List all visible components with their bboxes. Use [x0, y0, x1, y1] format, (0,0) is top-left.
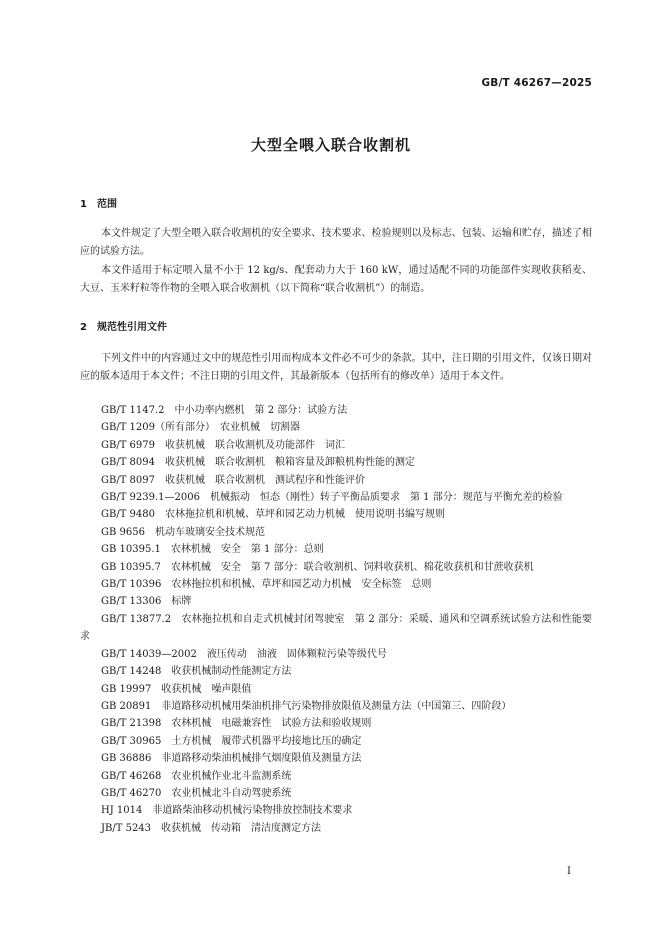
reference-item: GB 9656 机动车玻璃安全技术规范	[101, 526, 265, 538]
reference-item: JB/T 5243 收获机械 传动箱 清洁度测定方法	[101, 822, 322, 834]
page-number: I	[567, 866, 571, 877]
reference-item: GB/T 8097 收获机械 联合收割机 测试程序和性能评价	[101, 474, 366, 486]
section-1-heading	[80, 195, 117, 210]
reference-item: GB/T 13877.2 农林拖拉机和自走式机械封闭驾驶室 第 2 部分：采暖、通风和空调系统试验方法和性能要求	[80, 613, 592, 643]
reference-item: GB 10395.1 农林机械 安全 第 1 部分：总则	[101, 544, 324, 556]
section-2-title: 规范性引用文件	[97, 322, 167, 333]
reference-item: GB 20891 非道路移动机械用柴油机排气污染物排放限值及测量方法（中国第三、四阶段）	[101, 700, 512, 712]
section-2-heading	[80, 318, 167, 333]
reference-item: GB/T 1209（所有部分） 农业机械 切割器	[101, 422, 301, 434]
document-number: GB/T 46267—2025	[481, 77, 592, 89]
reference-item: GB 10395.7 农林机械 安全 第 7 部分：联合收割机、饲料收获机、棉花收获机和甘蔗收获机	[101, 561, 534, 573]
section-2-number: 2	[80, 322, 87, 333]
reference-list	[80, 402, 592, 837]
reference-item: GB 19997 收获机械 噪声限值	[101, 683, 252, 695]
scope-paragraph-1: 本文件规定了大型全喂入联合收割机的安全要求、技术要求、检验规则以及标志、包装、运输和贮存，描述了相应的试验方法。	[80, 228, 592, 257]
reference-item: GB/T 9239.1—2006 机械振动 恒态（刚性）转子平衡品质要求 第 1 部分：规范与平衡允差的检验	[101, 492, 563, 504]
reference-item: GB/T 8094 收获机械 联合收割机 粮箱容量及卸粮机构性能的测定	[101, 457, 416, 469]
reference-item: GB/T 9480 农林拖拉机和机械、草坪和园艺动力机械 使用说明书编写规则	[101, 509, 446, 521]
reference-item: GB/T 46268 农业机械作业北斗监测系统	[101, 770, 292, 782]
reference-item: GB/T 13306 标牌	[101, 596, 192, 608]
reference-item: GB/T 10396 农林拖拉机和机械、草坪和园艺动力机械 安全标签 总则	[101, 579, 432, 591]
reference-item: GB/T 14039—2002 液压传动 油液 固体颗粒污染等级代号	[101, 648, 387, 660]
reference-item: GB/T 1147.2 中小功率内燃机 第 2 部分：试验方法	[101, 405, 348, 416]
reference-item: HJ 1014 非道路柴油移动机械污染物排放控制技术要求	[101, 805, 353, 817]
section-1-number: 1	[80, 199, 87, 210]
reference-item: GB/T 14248 收获机械制动性能测定方法	[101, 666, 292, 678]
reference-item: GB/T 30965 土方机械 履带式机器平均接地比压的确定	[101, 735, 362, 747]
reference-item: GB/T 21398 农林机械 电磁兼容性 试验方法和验收规则	[101, 718, 372, 730]
scope-paragraph-2: 本文件适用于标定喂入量不小于 12 kg/s、配套动力大于 160 kW，通过适配不同的功能部件实现收获稻麦、大豆、玉米籽粒等作物的全喂入联合收割机（以下简称“联合收割机”）的制造。	[80, 265, 592, 294]
references-intro: 下列文件中的内容通过文中的规范性引用而构成本文件必不可少的条款。其中，注日期的引用文件，仅该日期对应的版本适用于本文件；不注日期的引用文件，其最新版本（包括所有的修改单）适用于本文件。	[80, 353, 592, 382]
reference-item: GB/T 6979 收获机械 联合收割机及功能部件 词汇	[101, 439, 346, 451]
section-1-title: 范围	[97, 199, 117, 210]
reference-item: GB/T 46270 农业机械北斗自动驾驶系统	[101, 787, 292, 799]
document-title: 大型全喂入联合收割机	[250, 136, 411, 154]
reference-item: GB 36886 非道路移动柴油机械排气烟度限值及测量方法	[101, 753, 362, 765]
